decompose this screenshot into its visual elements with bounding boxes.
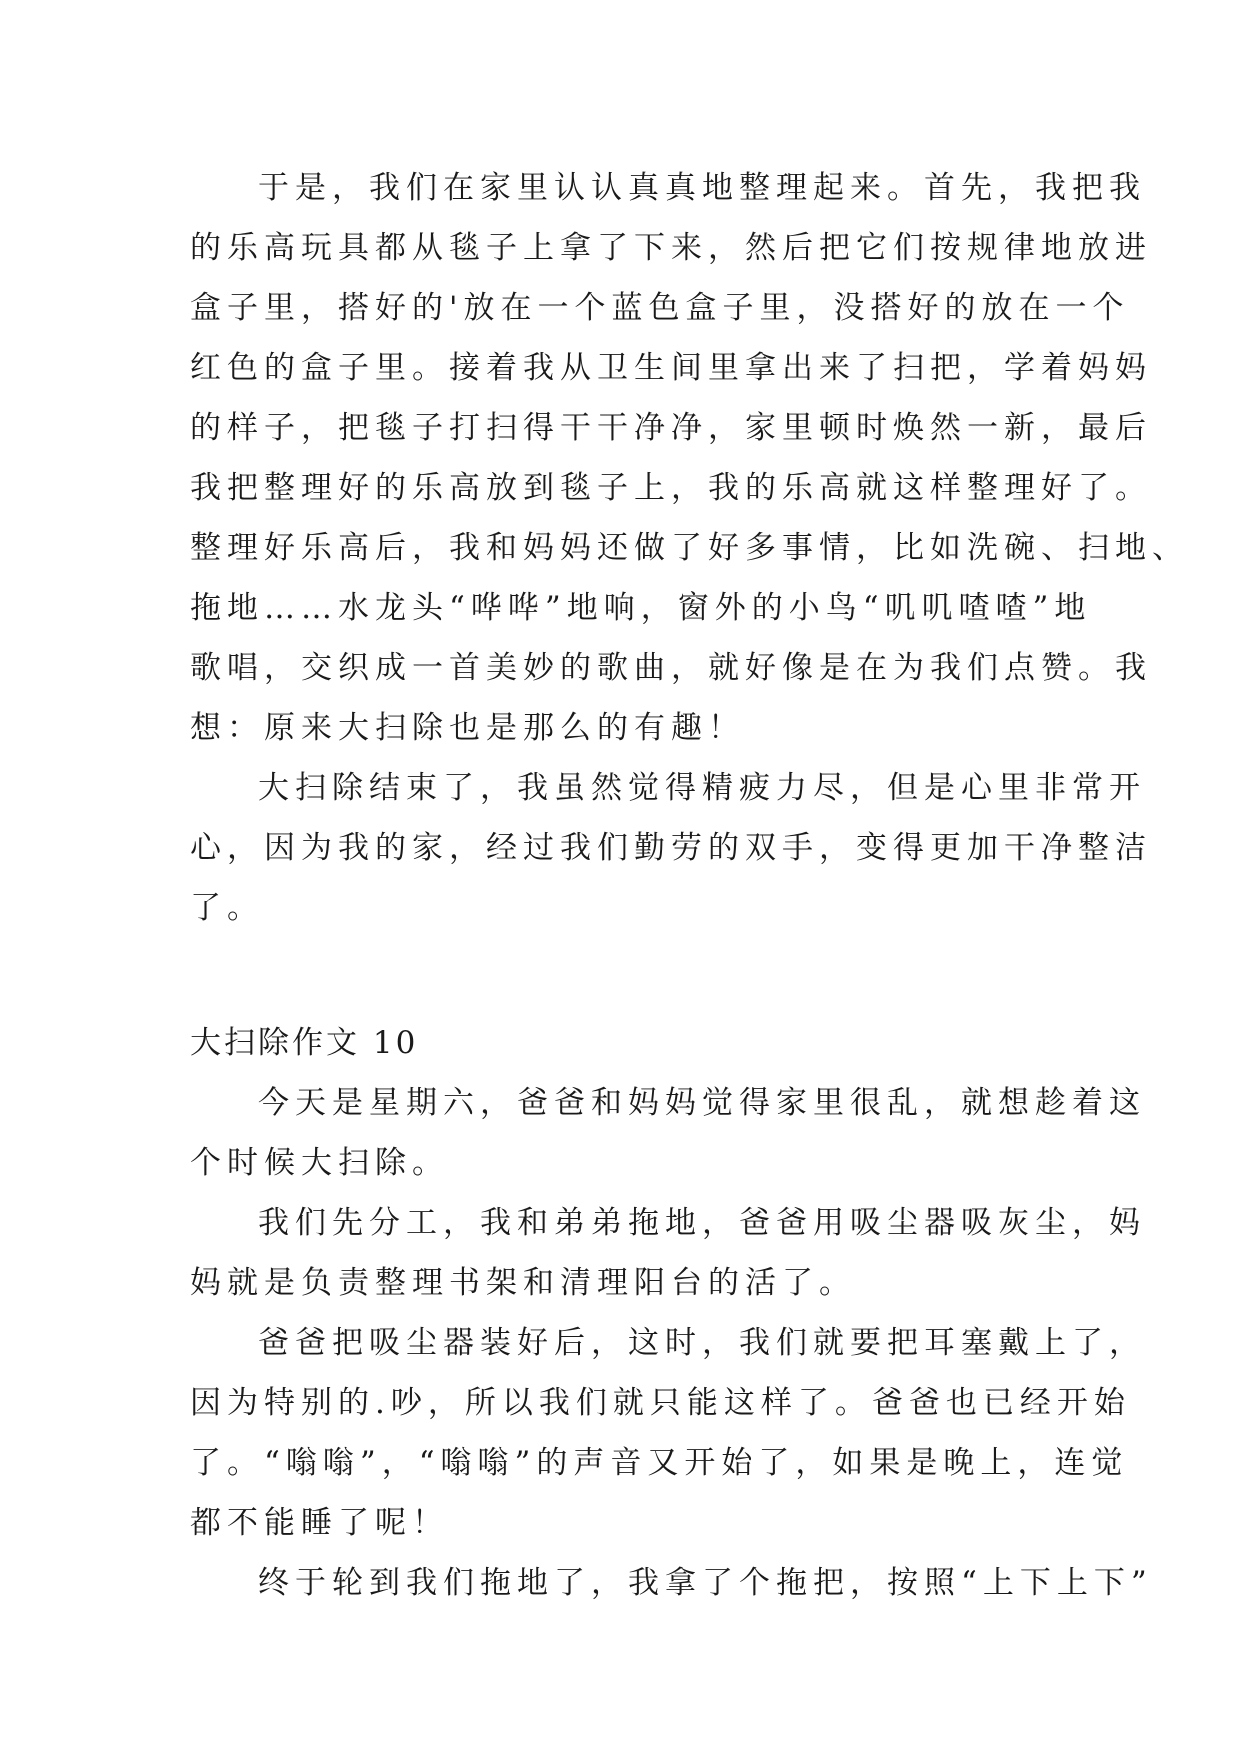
- text-line: 心，因为我的家，经过我们勤劳的双手，变得更加干净整洁: [190, 830, 1152, 866]
- text-line: 盒子里，搭好的'放在一个蓝色盒子里，没搭好的放在一个: [190, 290, 1130, 326]
- text-line: 爸爸把吸尘器装好后，这时，我们就要把耳塞戴上了，: [258, 1325, 1146, 1361]
- text-line: 终于轮到我们拖地了，我拿了个拖把，按照“上下上下”: [258, 1565, 1153, 1601]
- text-line: 都不能睡了呢！: [190, 1505, 449, 1541]
- text-line: 拖地……水龙头“哗哗”地响，窗外的小鸟“叽叽喳喳”地: [190, 590, 1092, 626]
- text-line: 红色的盒子里。接着我从卫生间里拿出来了扫把，学着妈妈: [190, 350, 1152, 386]
- text-line: 了。“嗡嗡”，“嗡嗡”的声音又开始了，如果是晚上，连觉: [190, 1445, 1129, 1481]
- text-line: 个时候大扫除。: [190, 1145, 449, 1181]
- text-line: 我们先分工，我和弟弟拖地，爸爸用吸尘器吸灰尘，妈: [258, 1205, 1146, 1241]
- text-line: 的样子，把毯子打扫得干干净净，家里顿时焕然一新，最后: [190, 410, 1152, 446]
- paragraph-division-of-labor: [190, 1193, 1146, 1313]
- text-line: 今天是星期六，爸爸和妈妈觉得家里很乱，就想趁着这: [258, 1085, 1146, 1121]
- text-line: 歌唱，交织成一首美妙的歌曲，就好像是在为我们点赞。我: [190, 650, 1152, 686]
- text-line: 大扫除结束了，我虽然觉得精疲力尽，但是心里非常开: [258, 770, 1146, 806]
- text-line: 整理好乐高后，我和妈妈还做了好多事情，比如洗碗、扫地、: [190, 530, 1189, 566]
- paragraph-saturday: [190, 1073, 1146, 1193]
- text-line: 想：原来大扫除也是那么的有趣！: [190, 710, 745, 746]
- text-line: 了。: [190, 890, 264, 926]
- paragraph-tidying-lego: [190, 158, 1189, 758]
- paragraph-mopping: [190, 1553, 1153, 1613]
- paragraph-vacuum: [190, 1313, 1146, 1553]
- paragraph-cleaning-finished: [190, 758, 1152, 938]
- text-line: 妈就是负责整理书架和清理阳台的活了。: [190, 1265, 856, 1301]
- essay-heading: 大扫除作文 10: [190, 1025, 419, 1061]
- essay-body: [190, 158, 1189, 1613]
- text-line: 我把整理好的乐高放到毯子上，我的乐高就这样整理好了。: [190, 470, 1152, 506]
- text-line: 的乐高玩具都从毯子上拿了下来，然后把它们按规律地放进: [190, 230, 1152, 266]
- text-line: 因为特别的.吵，所以我们就只能这样了。爸爸也已经开始: [190, 1385, 1131, 1421]
- text-line: 于是，我们在家里认认真真地整理起来。首先，我把我: [258, 170, 1146, 206]
- section-gap: [190, 938, 1080, 1013]
